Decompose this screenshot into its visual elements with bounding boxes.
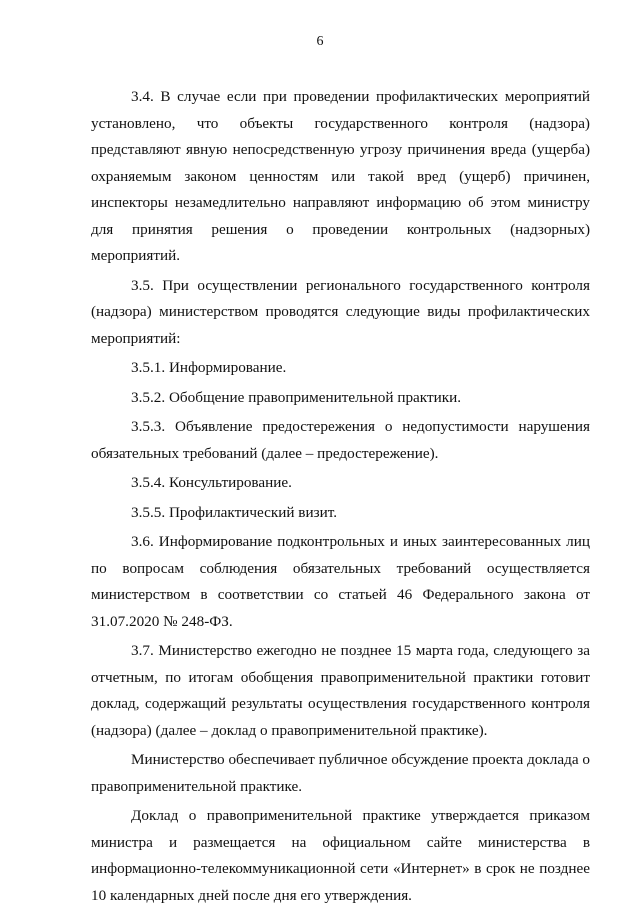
paragraph-report-approval: Доклад о правоприменительной практике утверждается приказом министра и размещается на официальном сайте министерства в информационно-телекоммуникационной сети «Интернет» в срок не позднее 10 календарных дней после дня его утверждения. — [91, 807, 590, 904]
paragraph-3-5-5: 3.5.5. Профилактический визит. — [131, 503, 338, 521]
paragraph-3-5-4: 3.5.4. Консультирование. — [131, 474, 292, 491]
paragraph-3-6: 3.6. Информирование подконтрольных и иных заинтересованных лиц по вопросам соблюдения обязательных требований осуществляется министерством в соответствии со статьей 46 Федерального закона от 31.07.2020 № 248-ФЗ. — [91, 533, 590, 630]
page-number: 6 — [316, 34, 324, 49]
paragraph-3-7: 3.7. Министерство ежегодно не позднее 15 марта года, следующего за отчетным, по итогам обобщения правоприменительной практики готовит доклад, содержащий результаты осуществления государственного контроля (надзора) (далее – доклад о правоприменительной практике). — [91, 642, 590, 739]
paragraph-3-5-3: 3.5.3. Объявление предостережения о недопустимости нарушения обязательных требований (далее – предостережение). — [91, 418, 590, 462]
paragraph-3-4: 3.4. В случае если при проведении профилактических мероприятий установлено, что объекты государственного контроля (надзора) представляют явную непосредственную угрозу причинения вреда (ущерба) охраняемым законом ценностям или такой вред (ущерб) причинен, инспекторы незамедлительно направляют информацию об этом министру для принятия решения о проведении контрольных (надзорных) мероприятий. — [91, 88, 590, 264]
paragraph-3-5-1: 3.5.1. Информирование. — [131, 359, 287, 376]
paragraph-3-5-2: 3.5.2. Обобщение правоприменительной практики. — [131, 388, 462, 406]
paragraph-3-5: 3.5. При осуществлении регионального государственного контроля (надзора) министерством проводятся следующие виды профилактических мероприятий: — [91, 276, 590, 347]
document-body — [91, 84, 590, 909]
paragraph-public-discussion: Министерство обеспечивает публичное обсуждение проекта доклада о правоприменительной практике. — [91, 751, 590, 795]
